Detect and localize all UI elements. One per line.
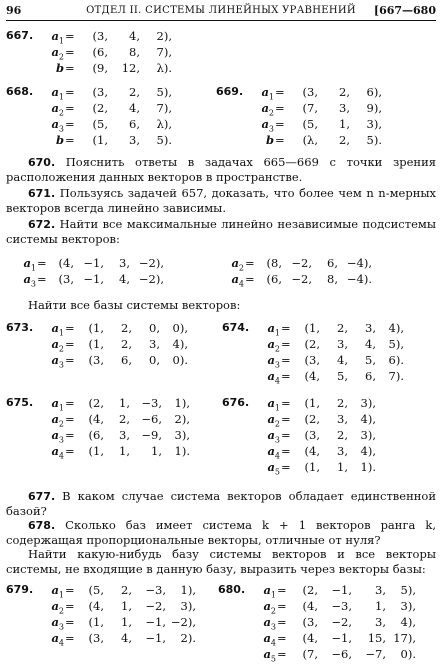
vector-component: 2,	[337, 396, 348, 410]
problem-number: 675.	[6, 396, 34, 409]
vector-component: 4,	[365, 337, 376, 351]
vector-component: −1,	[145, 615, 166, 629]
vector-component: 2,	[121, 337, 132, 351]
vector-component: 4),	[360, 444, 376, 458]
vector-name: b	[55, 61, 64, 75]
vector-component: 4),	[172, 337, 188, 351]
vector-component: 4,	[119, 272, 130, 286]
vector-component: −1,	[145, 631, 166, 645]
vector-components	[76, 60, 172, 76]
equals-sign: =	[281, 396, 291, 410]
vector-component: 12,	[121, 61, 140, 75]
vector-component: (7,	[302, 647, 318, 661]
vector-component: (2,	[302, 583, 318, 597]
vector-name: $a_1$	[51, 321, 64, 338]
vector-component: (8,	[266, 256, 282, 270]
problem-672: 672. Найти все максимальные линейно независимые подсистемы системы векторов:	[6, 217, 437, 246]
vector-component: (1,	[88, 337, 104, 351]
vector-name: $a_4$	[267, 369, 280, 386]
vector-name: $a_2$	[261, 101, 274, 118]
vector-name: $a_3$	[261, 117, 274, 134]
bases-heading: Найти все базы системы векторов:	[28, 298, 241, 312]
vector-components	[286, 132, 382, 148]
vector-component: 5),	[156, 85, 172, 99]
vector-component: 3),	[366, 117, 382, 131]
problem-number: 679.	[6, 583, 34, 596]
vector-component: −2),	[138, 272, 164, 286]
equals-sign: =	[65, 631, 75, 645]
equals-sign: =	[65, 412, 75, 426]
vector-component: −1,	[83, 272, 104, 286]
vector-component: 0).	[172, 353, 188, 367]
vector-component: 3,	[375, 583, 386, 597]
vector-components	[76, 352, 188, 368]
vector-name: $a_3$	[267, 428, 280, 445]
vector-components	[76, 411, 190, 427]
vector-component: 2,	[119, 412, 130, 426]
equals-sign: =	[281, 337, 291, 351]
vector-component: (3,	[304, 428, 320, 442]
vector-component: (3,	[88, 353, 104, 367]
vector-component: 3,	[337, 412, 348, 426]
vector-component: 3,	[339, 101, 350, 115]
vector-component: 1),	[180, 583, 196, 597]
vector-component: (λ,	[302, 133, 318, 147]
equals-sign: =	[281, 428, 291, 442]
vector-component: 5),	[400, 583, 416, 597]
problem-number: 673.	[6, 321, 34, 334]
vector-component: −3,	[331, 599, 352, 613]
vector-component: 2,	[337, 428, 348, 442]
vector-components	[76, 427, 190, 443]
vector-component: 15,	[367, 631, 386, 645]
page-header	[6, 4, 436, 20]
vector-components	[292, 411, 376, 427]
vector-name: $a_2$	[51, 337, 64, 354]
equals-sign: =	[275, 117, 285, 131]
vector-components	[76, 395, 190, 411]
vector-component: 8,	[327, 272, 338, 286]
vector-component: 5,	[337, 369, 348, 383]
problem-range: [667—680	[373, 4, 436, 17]
vector-name: $a_2$	[51, 599, 64, 616]
equals-sign: =	[37, 272, 47, 286]
equals-sign: =	[65, 428, 75, 442]
vector-components	[76, 336, 188, 352]
equals-sign: =	[65, 396, 75, 410]
vector-name: b	[55, 133, 64, 147]
problem-number: 667.	[6, 29, 34, 42]
vector-component: 2),	[174, 412, 190, 426]
vector-component: 7),	[156, 101, 172, 115]
equals-sign: =	[65, 599, 75, 613]
vector-components	[76, 84, 172, 100]
equals-sign: =	[281, 444, 291, 458]
problem-number: 668.	[6, 85, 34, 98]
equals-sign: =	[277, 647, 287, 661]
vector-name: $a_4$	[51, 631, 64, 648]
vector-component: 2,	[339, 133, 350, 147]
equals-sign: =	[65, 45, 75, 59]
vector-component: 4),	[400, 615, 416, 629]
vector-component: 4,	[129, 29, 140, 43]
vector-name: $a_2$	[267, 337, 280, 354]
vector-component: (4,	[304, 444, 320, 458]
vector-name: $a_2$	[263, 599, 276, 616]
equals-sign: =	[37, 256, 47, 270]
vector-components	[292, 352, 404, 368]
vector-component: 17),	[393, 631, 416, 645]
vector-component: (3,	[302, 85, 318, 99]
equals-sign: =	[65, 615, 75, 629]
problem-677: 677. В каком случае система векторов обладает единственной базой?	[6, 489, 437, 518]
equals-sign: =	[65, 117, 75, 131]
vector-component: (1,	[88, 444, 104, 458]
vector-component: 1,	[337, 460, 348, 474]
equals-sign: =	[281, 412, 291, 426]
page-number: 96	[6, 4, 22, 17]
vector-name: $a_4$	[267, 444, 280, 461]
vector-component: 3),	[400, 599, 416, 613]
vector-component: −1,	[83, 256, 104, 270]
vector-name: $a_3$	[51, 428, 64, 445]
vector-component: −6,	[141, 412, 162, 426]
vector-component: 7).	[388, 369, 404, 383]
equals-sign: =	[281, 353, 291, 367]
problem-670: 670. Пояснить ответы в задачах 665—669 с точки зрения расположения данных векторов в пространстве.	[6, 155, 436, 184]
vector-components	[76, 116, 172, 132]
vector-component: 4,	[337, 353, 348, 367]
vector-components	[256, 255, 372, 271]
vector-name: $a_4$	[263, 631, 276, 648]
vector-component: (2,	[304, 412, 320, 426]
vector-components	[286, 116, 382, 132]
vector-component: −4),	[346, 256, 372, 270]
vector-component: 3,	[365, 321, 376, 335]
vector-component: −1,	[331, 583, 352, 597]
vector-component: 1).	[174, 444, 190, 458]
vector-component: 1,	[119, 444, 130, 458]
equals-sign: =	[65, 61, 75, 75]
vector-name: $a_2$	[51, 101, 64, 118]
vector-component: 6,	[365, 369, 376, 383]
vector-component: 3,	[149, 337, 160, 351]
equals-sign: =	[277, 583, 287, 597]
vector-components	[286, 84, 382, 100]
vector-component: −7,	[365, 647, 386, 661]
vector-component: 3,	[129, 133, 140, 147]
vector-component: −2,	[331, 615, 352, 629]
vector-component: (5,	[88, 583, 104, 597]
vector-component: 3,	[337, 444, 348, 458]
vector-components	[76, 630, 196, 646]
vector-name: $a_1$	[263, 583, 276, 600]
vector-name: $a_2$	[231, 256, 244, 273]
equals-sign: =	[65, 85, 75, 99]
vector-component: −3,	[141, 396, 162, 410]
vector-name: $a_3$	[23, 272, 36, 289]
vector-component: (4,	[302, 631, 318, 645]
equals-sign: =	[277, 599, 287, 613]
vector-component: −2,	[145, 599, 166, 613]
vector-component: (3,	[58, 272, 74, 286]
vector-component: (3,	[88, 631, 104, 645]
vector-component: (5,	[92, 117, 108, 131]
vector-component: 5).	[366, 133, 382, 147]
vector-component: 4),	[360, 412, 376, 426]
vector-component: (5,	[302, 117, 318, 131]
vector-components	[292, 443, 376, 459]
vector-components	[288, 630, 416, 646]
problem-678: 678. Сколько баз имеет система k + 1 векторов ранга k, содержащая пропорциональные векторы, отличные от нуля?	[6, 518, 436, 547]
vector-components	[292, 320, 404, 336]
vector-component: (6,	[92, 45, 108, 59]
vector-component: (4,	[88, 412, 104, 426]
vector-components	[288, 614, 416, 630]
vector-components	[288, 598, 416, 614]
vector-component: (6,	[88, 428, 104, 442]
vector-component: 2,	[337, 321, 348, 335]
vector-component: 2,	[129, 85, 140, 99]
vector-name: $a_1$	[267, 321, 280, 338]
vector-component: 3,	[119, 428, 130, 442]
vector-components	[256, 271, 372, 287]
vector-component: 0,	[149, 353, 160, 367]
vector-component: 3),	[360, 396, 376, 410]
header-rule	[6, 20, 436, 21]
vector-components	[76, 44, 172, 60]
vector-component: 0),	[172, 321, 188, 335]
vector-component: 2,	[339, 85, 350, 99]
vector-component: (2,	[92, 101, 108, 115]
equals-sign: =	[275, 85, 285, 99]
vector-component: 7),	[156, 45, 172, 59]
vector-components	[76, 443, 190, 459]
vector-component: 6,	[121, 353, 132, 367]
vector-component: (1,	[304, 460, 320, 474]
vector-component: −2),	[138, 256, 164, 270]
vector-component: −6,	[331, 647, 352, 661]
vector-component: −4).	[346, 272, 372, 286]
vector-components	[76, 598, 196, 614]
vector-component: 1,	[339, 117, 350, 131]
vector-name: $a_4$	[231, 272, 244, 289]
vector-component: (3,	[304, 353, 320, 367]
equals-sign: =	[65, 321, 75, 335]
vector-component: (7,	[302, 101, 318, 115]
vector-component: 2,	[121, 583, 132, 597]
vector-name: $a_1$	[51, 583, 64, 600]
vector-component: 3,	[119, 256, 130, 270]
vector-component: (1,	[304, 396, 320, 410]
vector-component: (1,	[88, 321, 104, 335]
problem-number: 676.	[222, 396, 250, 409]
vector-component: 1,	[121, 599, 132, 613]
vector-name: $a_1$	[51, 29, 64, 46]
vector-component: 6,	[327, 256, 338, 270]
vector-name: $a_3$	[51, 353, 64, 370]
vector-component: 5,	[365, 353, 376, 367]
vector-name: $a_3$	[263, 615, 276, 632]
problem-671: 671. Пользуясь задачей 657, доказать, что более чем n n-мерных векторов всегда линейно зависимы.	[6, 186, 437, 215]
vector-component: (6,	[266, 272, 282, 286]
vector-component: 1).	[360, 460, 376, 474]
vector-component: (4,	[304, 369, 320, 383]
vector-component: 3,	[375, 615, 386, 629]
vector-component: (2,	[304, 337, 320, 351]
instruction-express: Найти какую-нибудь базу системы векторов и все векторы системы, не входящие в данную базу, выразить через векторы базы:	[6, 547, 436, 576]
vector-components	[288, 646, 416, 662]
problem-number: 674.	[222, 321, 250, 334]
vector-component: 6).	[388, 353, 404, 367]
vector-component: 2),	[156, 29, 172, 43]
vector-components	[48, 271, 164, 287]
vector-component: λ),	[156, 117, 172, 131]
vector-component: 4),	[388, 321, 404, 335]
vector-components	[292, 459, 376, 475]
vector-name: $a_2$	[51, 45, 64, 62]
problem-number: 669.	[216, 85, 244, 98]
problem-number: 680.	[218, 583, 246, 596]
vector-component: 1),	[174, 396, 190, 410]
equals-sign: =	[245, 256, 255, 270]
vector-component: (1,	[88, 615, 104, 629]
vector-components	[288, 582, 416, 598]
equals-sign: =	[277, 615, 287, 629]
vector-component: −2,	[291, 272, 312, 286]
vector-component: 1,	[119, 396, 130, 410]
equals-sign: =	[65, 337, 75, 351]
vector-component: 1,	[375, 599, 386, 613]
vector-components	[76, 614, 196, 630]
vector-component: 3),	[180, 599, 196, 613]
vector-component: 5).	[156, 133, 172, 147]
vector-component: 6,	[129, 117, 140, 131]
vector-name: $a_2$	[51, 412, 64, 429]
equals-sign: =	[65, 101, 75, 115]
vector-component: (1,	[304, 321, 320, 335]
vector-component: 8,	[129, 45, 140, 59]
vector-components	[48, 255, 164, 271]
vector-component: (2,	[88, 396, 104, 410]
equals-sign: =	[65, 353, 75, 367]
vector-component: 1,	[121, 615, 132, 629]
vector-component: 3,	[337, 337, 348, 351]
vector-component: 0).	[400, 647, 416, 661]
vector-component: (4,	[88, 599, 104, 613]
vector-name: $a_3$	[267, 353, 280, 370]
vector-component: 6),	[366, 85, 382, 99]
vector-component: (9,	[92, 61, 108, 75]
vector-component: −3,	[145, 583, 166, 597]
equals-sign: =	[65, 29, 75, 43]
vector-components	[76, 132, 172, 148]
vector-component: 4,	[129, 101, 140, 115]
vector-component: 1,	[151, 444, 162, 458]
equals-sign: =	[281, 321, 291, 335]
vector-components	[76, 100, 172, 116]
vector-name: $a_1$	[261, 85, 274, 102]
vector-component: −9,	[141, 428, 162, 442]
vector-component: 3),	[174, 428, 190, 442]
vector-components	[76, 582, 196, 598]
vector-component: 4,	[121, 631, 132, 645]
vector-components	[292, 368, 404, 384]
vector-components	[286, 100, 382, 116]
vector-components	[292, 336, 404, 352]
vector-component: 0,	[149, 321, 160, 335]
equals-sign: =	[65, 444, 75, 458]
vector-name: $a_3$	[51, 615, 64, 632]
vector-component: 9),	[366, 101, 382, 115]
vector-component: −2,	[291, 256, 312, 270]
vector-component: (3,	[92, 29, 108, 43]
vector-component: −2),	[170, 615, 196, 629]
vector-component: (4,	[302, 599, 318, 613]
equals-sign: =	[65, 583, 75, 597]
equals-sign: =	[275, 101, 285, 115]
vector-name: $a_5$	[267, 460, 280, 477]
vector-component: 5),	[388, 337, 404, 351]
vector-component: 2).	[180, 631, 196, 645]
vector-component: λ).	[156, 61, 172, 75]
equals-sign: =	[65, 133, 75, 147]
vector-components	[292, 395, 376, 411]
vector-component: −1,	[331, 631, 352, 645]
equals-sign: =	[281, 369, 291, 383]
vector-name: $a_4$	[51, 444, 64, 461]
vector-components	[76, 28, 172, 44]
vector-component: (1,	[92, 133, 108, 147]
vector-components	[76, 320, 188, 336]
section-title: ОТДЕЛ II. СИСТЕМЫ ЛИНЕЙНЫХ УРАВНЕНИЙ	[86, 5, 356, 16]
vector-name: $a_2$	[267, 412, 280, 429]
vector-name: $a_3$	[51, 117, 64, 134]
vector-name: $a_1$	[267, 396, 280, 413]
vector-components	[292, 427, 376, 443]
vector-name: b	[265, 133, 274, 147]
vector-name: $a_1$	[51, 396, 64, 413]
equals-sign: =	[245, 272, 255, 286]
vector-component: 3),	[360, 428, 376, 442]
vector-component: 2,	[121, 321, 132, 335]
equals-sign: =	[281, 460, 291, 474]
equals-sign: =	[277, 631, 287, 645]
vector-name: $a_1$	[51, 85, 64, 102]
vector-component: (3,	[92, 85, 108, 99]
vector-name: $a_5$	[263, 647, 276, 664]
vector-name: $a_1$	[23, 256, 36, 273]
vector-component: (3,	[302, 615, 318, 629]
equals-sign: =	[275, 133, 285, 147]
vector-component: (4,	[58, 256, 74, 270]
